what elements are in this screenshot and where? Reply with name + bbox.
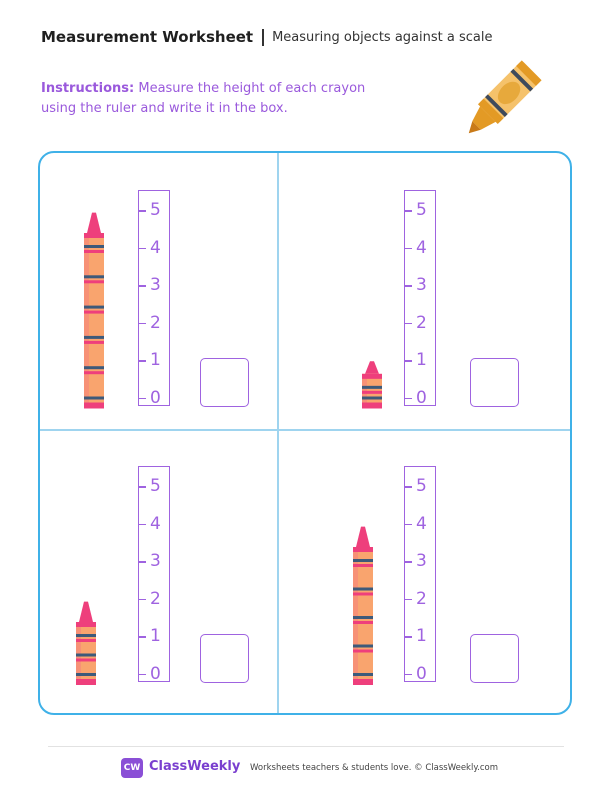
vertical-divider [277,153,279,713]
ruler-tick-label: 5 [416,476,427,496]
ruler-tick [405,561,412,563]
ruler-tick-label: 0 [150,387,161,408]
ruler-tick [405,486,412,488]
crayon-stripe [84,366,104,369]
instructions-label: Instructions: [41,81,135,96]
ruler-tick [139,360,146,362]
crayon [83,209,105,409]
ruler-tick [139,398,146,400]
ruler-tick-label: 3 [416,551,427,571]
crayon-stripe [353,559,373,562]
crayon-stripe [84,336,104,339]
crayon [352,523,374,685]
crayon-tip [79,601,93,621]
measuring-ruler [404,190,436,406]
ruler-tick-label: 1 [416,350,427,370]
ruler-tick [405,285,412,287]
ruler-tick [139,636,146,638]
instructions [41,79,401,119]
ruler-tick [405,599,412,601]
instructions-text: Measure the height of each crayon using the ruler and write it in the box. [41,81,366,116]
ruler-tick [139,248,146,250]
crayon-tip [365,361,379,374]
ruler-tick-label: 1 [150,350,161,370]
ruler-tick-label: 5 [150,200,161,220]
crayon-stripe [362,386,382,389]
page-header [41,27,492,47]
ruler-tick [139,486,146,488]
ruler-tick-label: 0 [416,663,427,684]
measuring-ruler [138,466,170,682]
ruler-tick-label: 4 [416,237,427,258]
ruler-tick [139,599,146,601]
title-separator [262,29,264,46]
ruler-tick-label: 2 [150,588,161,609]
ruler-tick-label: 2 [416,588,427,609]
ruler-tick-label: 4 [150,237,161,258]
answer-box[interactable] [200,634,249,683]
ruler-tick [139,561,146,563]
ruler-tick-label: 3 [416,275,427,295]
footer [0,758,612,778]
ruler-tick [139,285,146,287]
measuring-ruler [404,466,436,682]
ruler-tick-label: 0 [150,663,161,684]
ruler-tick [139,674,146,676]
ruler-tick [405,210,412,212]
worksheet-frame [38,151,572,715]
ruler-tick [139,210,146,212]
ruler-tick-label: 5 [150,476,161,496]
ruler-tick-label: 5 [416,200,427,220]
ruler-tick-label: 1 [150,626,161,646]
ruler-tick [405,674,412,676]
crayon-stripe [76,653,96,656]
answer-box[interactable] [200,358,249,407]
ruler-tick [139,323,146,325]
answer-box[interactable] [470,358,519,407]
ruler-tick [405,323,412,325]
ruler-tick-label: 2 [150,312,161,333]
ruler-tick [405,398,412,400]
ruler-tick [139,524,146,526]
ruler-tick [405,636,412,638]
crayon-stripe [76,634,96,637]
crayon-tip [356,526,370,546]
answer-box[interactable] [470,634,519,683]
measuring-ruler [138,190,170,406]
crayon-stripe [84,245,104,248]
crayon-illustration [452,50,552,150]
ruler-tick-label: 3 [150,275,161,295]
worksheet-subtitle: Measuring objects against a scale [272,29,493,45]
crayon-stripe [362,397,382,400]
crayon-stripe [353,587,373,590]
ruler-tick [405,360,412,362]
ruler-tick-label: 3 [150,551,161,571]
crayon [361,359,383,409]
crayon-stripe [76,673,96,676]
ruler-tick-label: 4 [150,513,161,534]
ruler-tick-label: 0 [416,387,427,408]
ruler-tick-label: 2 [416,312,427,333]
ruler-tick [405,248,412,250]
crayon-stripe [84,306,104,309]
crayon-stripe [353,673,373,676]
crayon-stripe [353,644,373,647]
crayon-stripe [353,616,373,619]
crayon-stripe [84,397,104,400]
crayon [75,598,97,685]
ruler-tick [405,524,412,526]
footer-divider [48,746,564,747]
horizontal-divider [40,429,570,431]
worksheet-title: Measurement Worksheet [41,28,254,46]
logo-text: ClassWeekly [149,759,241,774]
crayon-stripe [84,275,104,278]
ruler-tick-label: 1 [416,626,427,646]
logo-badge: CW [121,758,143,778]
footer-tagline: Worksheets teachers & students love. © ClassWeekly.com [250,763,499,773]
crayon-tip [87,213,101,233]
ruler-tick-label: 4 [416,513,427,534]
